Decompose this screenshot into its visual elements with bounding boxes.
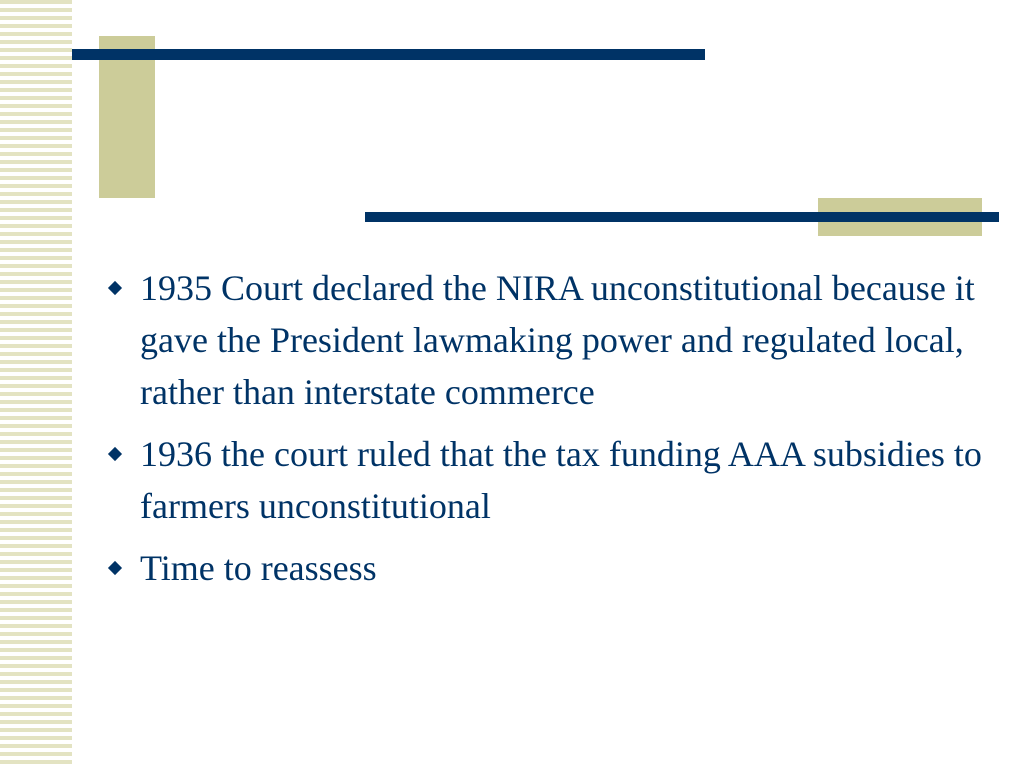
navy-bottom-rule <box>365 212 999 222</box>
bullet-list <box>104 262 984 594</box>
slide-body <box>104 262 984 604</box>
bullet-text: 1936 the court ruled that the tax funding AAA subsidies to farmers unconstitutional <box>140 434 982 526</box>
diamond-bullet-icon <box>108 561 122 575</box>
bullet-text: 1935 Court declared the NIRA unconstitutional because it gave the President lawmaking power and regulated local, rather than interstate commerce <box>140 268 975 412</box>
diamond-bullet-icon <box>108 281 122 295</box>
bullet-item <box>104 262 984 418</box>
bullet-item <box>104 428 984 532</box>
tan-vertical-block <box>99 36 155 198</box>
navy-top-rule <box>72 49 705 60</box>
bullet-text: Time to reassess <box>140 548 377 588</box>
left-stripe-decoration <box>0 0 72 768</box>
bullet-item <box>104 542 984 594</box>
diamond-bullet-icon <box>108 447 122 461</box>
